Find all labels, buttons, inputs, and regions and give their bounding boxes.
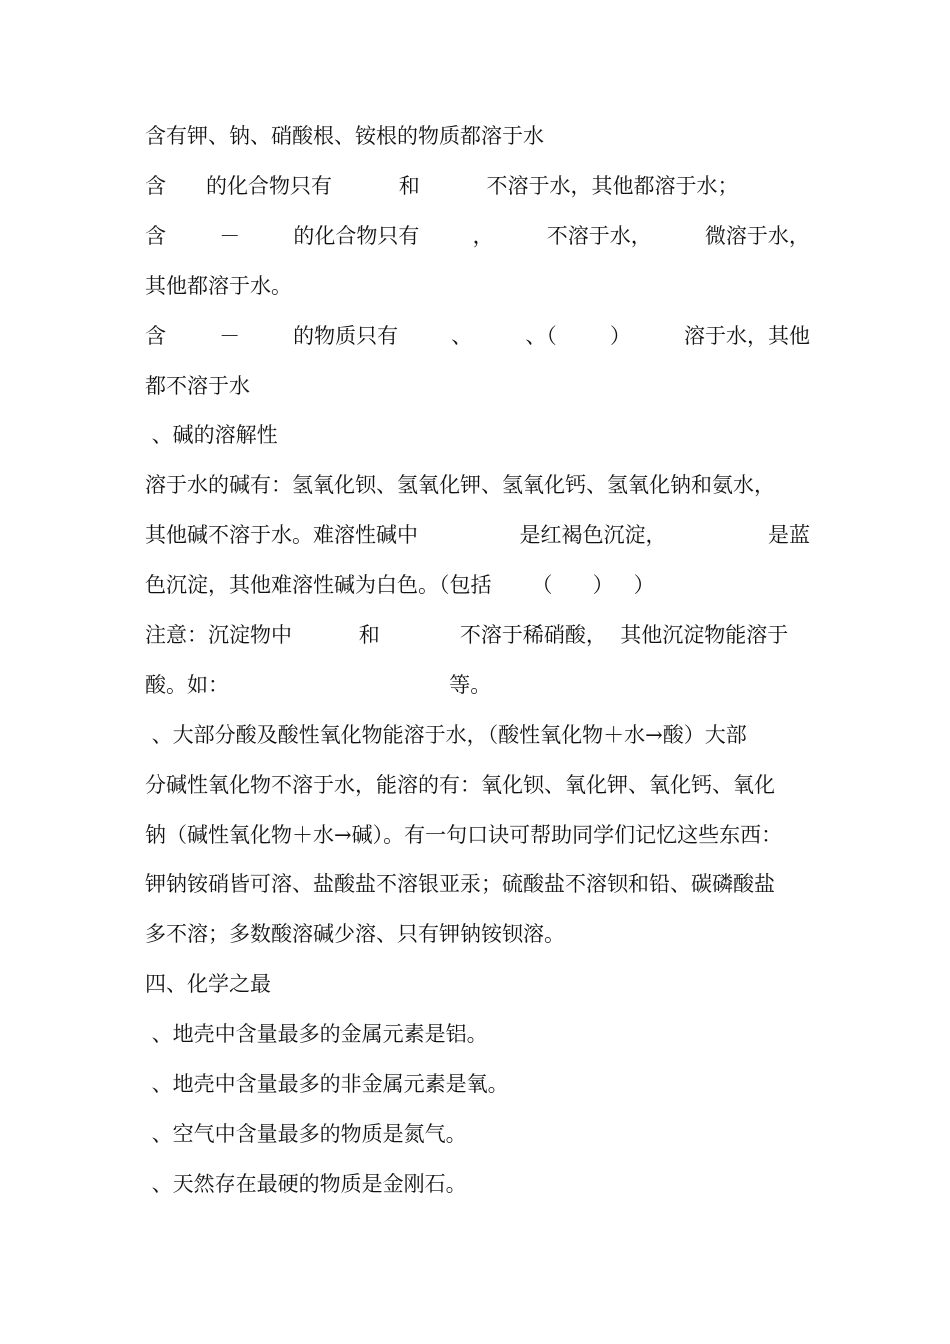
text-line xyxy=(145,221,810,251)
text-segment: 含 xyxy=(145,224,166,248)
text-line xyxy=(145,321,810,351)
text-line: 分碱性氧化物不溶于水，能溶的有：氧化钡、氧化钾、氧化钙、氧化 xyxy=(145,773,775,797)
text-line: 溶于水的碱有：氢氧化钡、氢氧化钾、氢氧化钙、氢氧化钠和氨水， xyxy=(145,473,775,497)
text-segment: － xyxy=(219,224,241,248)
text-line: 色沉淀，其他难溶性碱为白色。（包括 （ ） ） xyxy=(145,573,655,597)
text-segment: 的物质只有 xyxy=(293,324,399,348)
list-item: 、天然存在最硬的物质是金刚石。 xyxy=(145,1172,467,1196)
text-segment: 是红褐色沉淀， xyxy=(519,523,667,547)
text-line: 注意：沉淀物中 和 不溶于稀硝酸， 其他沉淀物能溶于 xyxy=(145,623,789,647)
text-segment: 微溶于水， xyxy=(704,224,810,248)
text-line xyxy=(145,520,810,550)
text-line: 含 的化合物只有 和 不溶于水，其他都溶于水； xyxy=(145,174,739,198)
text-line: 钾钠铵硝皆可溶、盐酸盐不溶银亚汞；硫酸盐不溶钡和铅、碳磷酸盐 xyxy=(145,872,775,896)
text-line: 含有钾、钠、硝酸根、铵根的物质都溶于水 xyxy=(145,124,544,148)
text-line: 其他都溶于水。 xyxy=(145,274,292,298)
text-line: 酸。如： 等。 xyxy=(145,673,492,697)
text-segment: 溶于水，其他 xyxy=(683,324,810,348)
text-segment: 含 xyxy=(145,324,166,348)
section-heading: 四、化学之最 xyxy=(145,972,271,996)
text-line: 钠（碱性氧化物＋水→碱）。有一句口诀可帮助同学们记忆这些东西： xyxy=(145,823,783,847)
section-heading: 、碱的溶解性 xyxy=(145,423,278,447)
text-segment: 、 xyxy=(451,324,473,348)
text-segment: 不溶于水， xyxy=(546,224,652,248)
text-line: 都不溶于水 xyxy=(145,374,250,398)
list-item: 、地壳中含量最多的金属元素是铝。 xyxy=(145,1022,488,1046)
list-item: 、地壳中含量最多的非金属元素是氧。 xyxy=(145,1072,509,1096)
text-segment: － xyxy=(219,324,241,348)
list-item: 、空气中含量最多的物质是氮气。 xyxy=(145,1122,467,1146)
text-segment: 是蓝 xyxy=(768,523,810,547)
section-heading: 、大部分酸及酸性氧化物能溶于水，（酸性氧化物＋水→酸）大部 xyxy=(145,723,747,747)
text-segment: 、（ xyxy=(525,324,557,348)
text-segment: 的化合物只有 xyxy=(293,224,420,248)
text-segment: ） xyxy=(609,324,631,348)
text-segment: ， xyxy=(472,224,494,248)
text-segment: 其他碱不溶于水。难溶性碱中 xyxy=(145,523,418,547)
text-line: 多不溶；多数酸溶碱少溶、只有钾钠铵钡溶。 xyxy=(145,922,565,946)
